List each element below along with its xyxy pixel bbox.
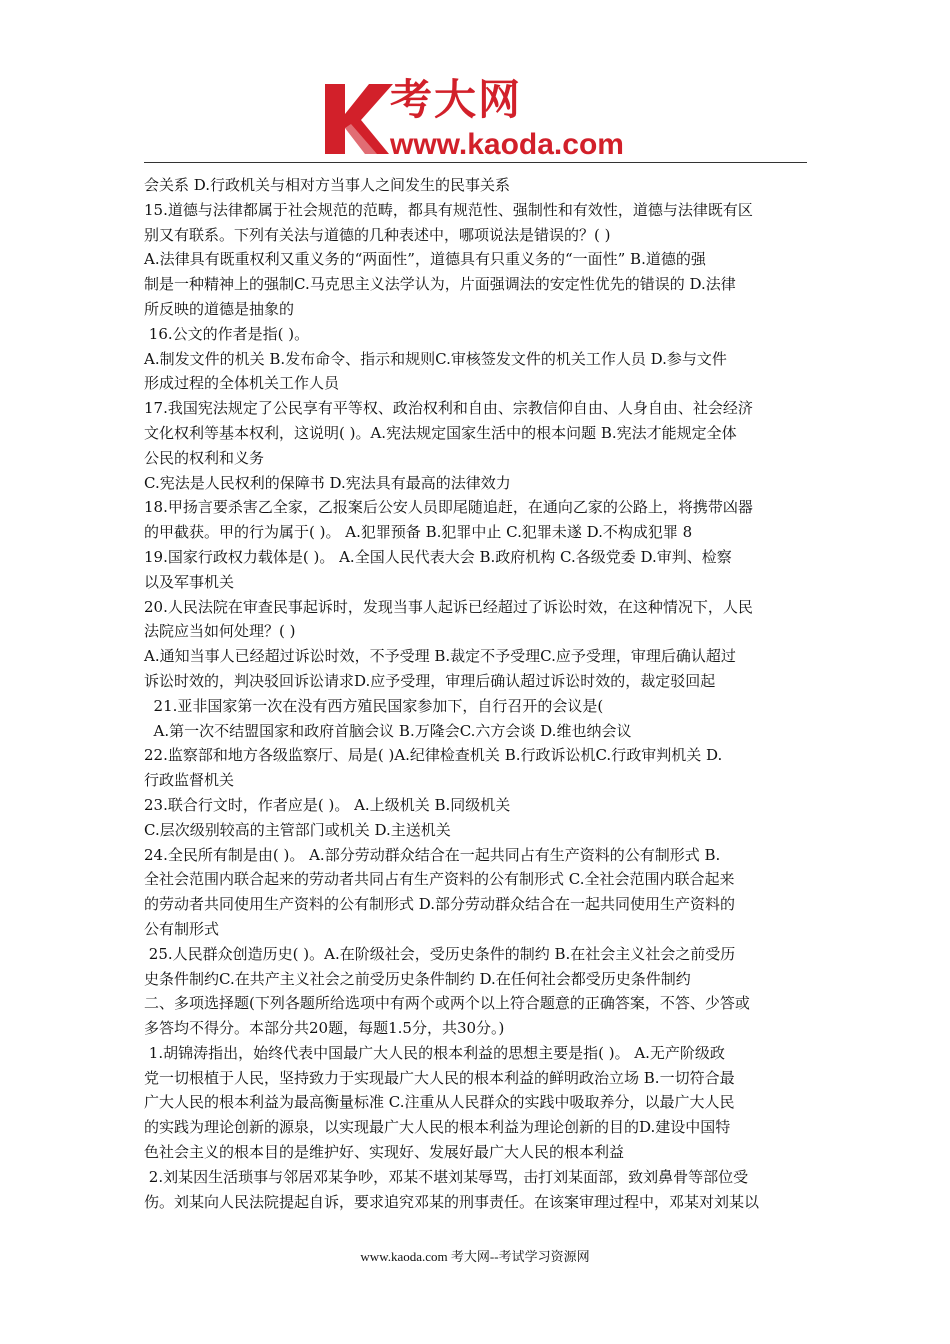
text-line: 21.亚非国家第一次在没有西方殖民国家参加下，自行召开的会议是( — [144, 696, 604, 715]
text-line: 19.国家行政权力载体是( )。 A.全国人民代表大会 B.政府机构 C.各级党委 D.审判、检察 — [144, 547, 732, 566]
text-line: 诉讼时效的，判决驳回诉讼请求D.应予受理，审理后确认超过诉讼时效的，裁定驳回起 — [144, 671, 716, 690]
text-line: 全社会范围内联合起来的劳动者共同占有生产资料的公有制形式 C.全社会范围内联合起来 — [144, 870, 735, 889]
page-footer: www.kaoda.com 考大网--考试学习资源网 — [360, 1249, 590, 1264]
text-line: 公有制形式 — [144, 919, 220, 938]
text-line: C.层次级别较高的主管部门或机关 D.主送机关 — [144, 820, 451, 839]
text-line: 的甲截获。甲的行为属于( )。 A.犯罪预备 B.犯罪中止 C.犯罪未遂 D.不构成犯罪 8 — [144, 523, 693, 542]
text-line: 行政监督机关 — [144, 771, 235, 790]
brand-url: www.kaoda.com — [390, 128, 624, 161]
header-divider — [144, 162, 807, 163]
text-line: 史条件制约C.在共产主义社会之前受历史条件制约 D.在任何社会都受历史条件制约 — [144, 969, 691, 988]
text-line: 23.联合行文时，作者应是( )。 A.上级机关 B.同级机关 — [144, 795, 511, 814]
kaoda-logo-icon — [321, 80, 401, 158]
text-line: A.制发文件的机关 B.发布命令、指示和规则C.审核签发文件的机关工作人员 D.参与文件 — [144, 349, 727, 368]
text-line: 制是一种精神上的强制C.马克思主义法学认为，片面强调法的安定性优先的错误的 D.法律 — [144, 275, 736, 294]
text-line: 别又有联系。下列有关法与道德的几种表述中，哪项说法是错误的？( ) — [144, 225, 611, 244]
text-line: 伤。刘某向人民法院提起自诉，要求追究邓某的刑事责任。在该案审理过程中，邓某对刘某以 — [144, 1192, 760, 1211]
text-line: 18.甲扬言要杀害乙全家，乙报案后公安人员即尾随追赶，在通向乙家的公路上，将携带凶器 — [144, 498, 753, 517]
text-line: 22.监察部和地方各级监察厅、局是( )A.纪律检查机关 B.行政诉讼机C.行政审判机关 D. — [144, 746, 723, 765]
text-line: 1.胡锦涛指出，始终代表中国最广大人民的根本利益的思想主要是指( )。 A.无产阶级政 — [144, 1043, 725, 1062]
text-line: C.宪法是人民权利的保障书 D.宪法具有最高的法律效力 — [144, 473, 511, 492]
text-line: A.第一次不结盟国家和政府首脑会议 B.万隆会C.六方会谈 D.维也纳会议 — [144, 721, 632, 740]
text-line: 16.公文的作者是指( )。 — [144, 324, 310, 343]
text-line: 25.人民群众创造历史( )。A.在阶级社会，受历史条件的制约 B.在社会主义社会之前受历 — [144, 944, 736, 963]
text-line: 色社会主义的根本目的是维护好、实现好、发展好最广大人民的根本利益 — [144, 1143, 625, 1162]
page-header — [0, 0, 950, 165]
text-line: 法院应当如何处理？( ) — [144, 622, 296, 641]
text-line: 以及军事机关 — [144, 572, 235, 591]
text-line: 17.我国宪法规定了公民享有平等权、政治权利和自由、宗教信仰自由、人身自由、社会经济 — [144, 399, 753, 418]
text-line: 形成过程的全体机关工作人员 — [144, 374, 340, 393]
text-line: A.法律具有既重权利又重义务的“两面性”，道德具有只重义务的“一面性” B.道德的强 — [144, 250, 706, 269]
text-line: 2.刘某因生活琐事与邻居邓某争吵，邓某不堪刘某辱骂，击打刘某面部，致刘鼻骨等部位受 — [144, 1167, 749, 1186]
text-line: 公民的权利和义务 — [144, 448, 265, 467]
text-line: 广大人民的根本利益为最高衡量标准 C.注重从人民群众的实践中吸取养分，以最广大人民 — [144, 1093, 735, 1112]
brand-name: 考大网 — [390, 75, 523, 124]
text-line: 20.人民法院在审查民事起诉时，发现当事人起诉已经超过了诉讼时效，在这种情况下，人民 — [144, 597, 753, 616]
document-body — [144, 173, 808, 1214]
text-line: 多答均不得分。本部分共20题，每题1.5分，共30分。) — [144, 1019, 505, 1038]
text-line: 15.道德与法律都属于社会规范的范畴，都具有规范性、强制性和有效性，道德与法律既有区 — [144, 200, 753, 219]
text-line: 二、多项选择题(下列各题所给选项中有两个或两个以上符合题意的正确答案，不答、少答或 — [144, 994, 750, 1013]
text-line: 文化权利等基本权利，这说明( )。A.宪法规定国家生活中的根本问题 B.宪法才能规定全体 — [144, 423, 737, 442]
text-line: 所反映的道德是抽象的 — [144, 299, 295, 318]
text-line: 的实践为理论创新的源泉，以实现最广大人民的根本利益为理论创新的目的D.建设中国特 — [144, 1118, 731, 1137]
text-line: 的劳动者共同使用生产资料的公有制形式 D.部分劳动群众结合在一起共同使用生产资料的 — [144, 895, 736, 914]
text-line: 党一切根植于人民，坚持致力于实现最广大人民的根本利益的鲜明政治立场 B.一切符合最 — [144, 1068, 735, 1087]
text-line: A.通知当事人已经超过诉讼时效，不予受理 B.裁定不予受理C.应予受理，审理后确认超过 — [144, 647, 736, 666]
text-line: 会关系 D.行政机关与相对方当事人之间发生的民事关系 — [144, 176, 511, 194]
text-line: 24.全民所有制是由( )。 A.部分劳动群众结合在一起共同占有生产资料的公有制形式 B. — [144, 845, 721, 864]
